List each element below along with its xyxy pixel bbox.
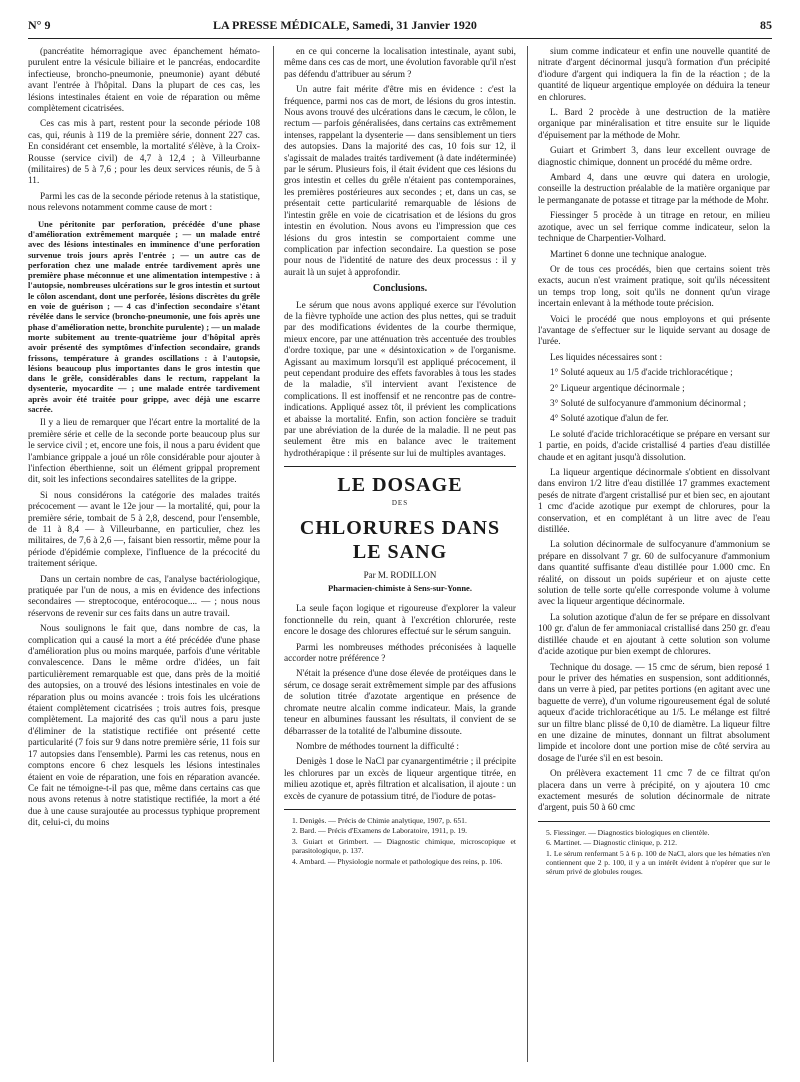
article-title-line1: LE DOSAGE xyxy=(337,474,463,497)
footnote: 2. Bard. — Précis d'Examens de Laboratoire, 1911, p. 19. xyxy=(292,826,468,836)
author-affiliation: Pharmacien-chimiste à Sens-sur-Yonne. xyxy=(328,583,472,594)
paragraph: Un autre fait mérite d'être mis en évidence : c'est la fréquence, parmi nos cas de mort, de lésions du gros intestin. Nous avons trouvé des ulcérations dans le cæcum, le côlon, le rectum — parfois généralisées, dans certains cas extrêmement intenses, rappelant la dysenterie — dans sensiblement un tiers des autopsies. Dans la majorité des cas, 10 fois sur 12, il s'agissait de malades traités tardivement (à date indéterminée) par le sérum. Plusieurs fois, il était évident que ces lésions du gros intestin et celles du grêle n'étaient pas contemporaines, les premières postérieures aux secondes ; et, dans un cas, se présentait cette particularité remarquable de lésions de l'intestin grêle en voie de cicatrisation et de lésions du gros intestin en évolution. Nous avons eu l'impression que ces lésions du gros intestin se comportaient comme une complication par infection secondaire. La question se pose pour nous de l'identité de nature des deux processus : il y aurait là un sujet à approfondir. xyxy=(284,85,516,278)
paragraph: sium comme indicateur et enfin une nouvelle quantité de nitrate d'argent décinormal jusqu'à formation d'un précipité d'iodure d'argent qui indiquera la fin de la réaction ; de la quantité de liqueur argentique employée on déduira la teneur en chlorures. xyxy=(538,47,770,103)
paragraph: Nombre de méthodes tournent la difficulté : xyxy=(296,741,459,752)
paragraph: Le soluté d'acide trichloracétique se prépare en versant sur 1 partie, en poids, d'acide cristallisé 4 parties d'eau distillée chaude et en agitant jusqu'à dissolution. xyxy=(538,429,770,463)
paragraph: Fiessinger 5 procède à un titrage en retour, en milieu azotique, avec un sel ferrique comme indicateur, selon la technique de Charpentier-Volhard. xyxy=(538,211,770,245)
paragraph: L. Bard 2 procède à une destruction de la matière organique par minéralisation et titre ensuite sur le liquide d'épuisement par la méthode de Mohr. xyxy=(538,108,770,141)
paragraph: Il y a lieu de remarquer que l'écart entre la mortalité de la première série et celle de la seconde porte beaucoup plus sur le service civil ; et, encore une fois, il nous a paru évident que l'ambiance grippale a joué un rôle considérable pour ajouter à l'infection éberthienne, soit un élément grippal proprement dit, soit les infections secondaires satellites de la grippe. xyxy=(28,418,260,486)
list-item: 1° Soluté aqueux au 1/5 d'acide trichloracétique ; xyxy=(550,368,733,379)
column-3 xyxy=(538,47,770,878)
footnote-separator xyxy=(284,809,516,810)
column-2 xyxy=(284,47,516,867)
paragraph: Voici le procédé que nous employons et qui présente l'avantage de s'effectuer sur le liquide servant au dosage de l'urée. xyxy=(538,314,770,348)
paragraph: La solution azotique d'alun de fer se prépare en dissolvant 100 gr. d'alun de fer ammoniacal cristallisé dans 250 gr. d'eau distillée chaude et en ajoutant à cette solution son volume d'acide azotique pur bien exempt de chlorures. xyxy=(538,612,770,658)
footnote-separator xyxy=(538,821,770,822)
column-divider xyxy=(273,46,274,1062)
paragraph: Guiart et Grimbert 3, dans leur excellent ouvrage de diagnostic chimique, donnent un procédé du même ordre. xyxy=(538,146,770,168)
paragraph: Les liquides nécessaires sont : xyxy=(550,352,663,363)
list-item: 4° Soluté azotique d'alun de fer. xyxy=(550,414,669,425)
column-divider xyxy=(527,46,528,1062)
paragraph: La solution décinormale de sulfocyanure d'ammonium se prépare en dissolvant 7 gr. 60 de sulfocyanure d'ammonium dans quantité suffisante d'eau distillée pour 1.000 cmc. En réalité, on dissout un poids supérieur et on ajuste cette solution de telle sorte qu'elle corresponde volume à volume avec la liqueur argentique décinormale. xyxy=(538,540,770,608)
paragraph: Technique du dosage. — 15 cmc de sérum, bien reposé 1 pour le priver des hématies en suspension, sont additionnés, dans un verre à pied, par petites portions (en agitant avec une baguette de verre), d'un volume rigoureusement égal de soluté aqueux d'acide trichloracétique au 1/5. Le mélange est filtré sur un filtre blanc plissé de 0,10 de diamètre. La liqueur filtre en une dizaine de minutes, donnant un filtrat absolument limpide et incolore dont une portion mise de côté servira au dosage de l'urée s'il en est besoin. xyxy=(538,662,770,764)
paragraph: La seule façon logique et rigoureuse d'explorer la valeur fonctionnelle du rein, quant à l'excrétion chlorurée, reste encore le dosage des chlorures effectué sur le sérum sanguin. xyxy=(284,604,516,638)
footnote: 1. Denigès. — Précis de Chimie analytique, 1907, p. 651. xyxy=(292,815,467,825)
footnote: 5. Fiessinger. — Diagnostics biologiques en clientèle. xyxy=(546,827,710,837)
section-heading: Conclusions. xyxy=(372,283,428,295)
paragraph: Parmi les nombreuses méthodes préconisées à laquelle accorder notre préférence ? xyxy=(284,642,516,665)
article-title-line2: CHLORURES DANS LE SANG xyxy=(299,516,501,563)
journal-title: LA PRESSE MÉDICALE, Samedi, 31 Janvier 1920 xyxy=(213,18,477,32)
paragraph: (pancréatite hémorragique avec épanchement hémato-purulent entre la vésicule biliaire et le pancréas, endocardite infectieuse, broncho-pneumonie, pneumonie) ayant débuté avant l'entrée à l'hôpital. Dans la plupart de ces cas, les lésions intestinales étaient en voie de réparation ou même complètement cicatrisées. xyxy=(28,47,260,115)
running-header xyxy=(28,18,772,38)
paragraph: Ces cas mis à part, restent pour la seconde période 108 cas, qui, réunis à 119 de la première série, donnent 227 cas. En considérant cet ensemble, la mortalité s'élève, à la Croix-Rousse (service civil) de 4,7 à 12,4 ; à Villeurbanne (militaires) de 5 à 7,6 ; pour les deux services réunis, de 5 à 11. xyxy=(28,119,260,187)
list-item: 2° Liqueur argentique décinormale ; xyxy=(550,383,685,394)
article-separator xyxy=(284,466,516,467)
footnote: 4. Ambard. — Physiologie normale et pathologique des reins, p. 106. xyxy=(292,856,503,866)
paragraph: Dans un certain nombre de cas, l'analyse bactériologique, pratiquée par l'un de nous, a mis en évidence des infections secondaires — streptocoque, entérocoque.... — ; nous nous réservons de revenir sur ces faits dans un autre travail. xyxy=(28,574,260,619)
column-1 xyxy=(28,47,260,834)
footnote: 6. Martinet. — Diagnostic clinique, p. 212. xyxy=(546,838,677,848)
paragraph: On prélèvera exactement 11 cmc 7 de ce filtrat qu'on placera dans un verre à précipité, on y ajoutera 10 cmc exactement mesurés de solution décinormale de nitrate d'argent, puis 50 à 60 cmc xyxy=(538,769,770,814)
issue-number: N° 9 xyxy=(28,18,51,32)
list-item: 3° Soluté de sulfocyanure d'ammonium décinormal ; xyxy=(550,398,746,409)
case-list: Une péritonite par perforation, précédée d'une phase d'amélioration extrêmement marquée ; — un malade entré avec des lésions intestinales en imminence d'une perforation survenue trois jours après l'entrée ; — un autre cas de perforation chez une malade entrée tardivement après une première phase méconnue et une alimentation intempestive : à l'autopsie, nombreuses ulcérations sur le gros intestin et surtout le côlon ascendant, dont une perforée, lésions discrètes du grêle en voie de guérison ; — 4 cas d'infection secondaire s'étant révélée dans le service (broncho-pneumonie, une fois après une phase d'amélioration nette, bronchite purulente) ; — un malade morte subitement au trente-quatrième jour d'hôpital après avoir présenté des symptômes d'infection secondaire, grands frissons, température à grandes oscillations : à l'autopsie, lésions beaucoup plus importantes dans le gros intestin que dans le grêle, considérables dans le rectum, rappelant la dysenterie, myocardite — ; une malade entrée tardivement après avoir été traitée pour grippe, avec déjà une escarre sacrée. xyxy=(28,218,260,415)
paragraph: Denigès 1 dose le NaCl par cyanargentimétrie ; il précipite les chlorures par un excès de liqueur argentique titrée, en milieu azotique et, après filtration et alcalisation, il ajoute : un excès de cyanure de potassium titré, de l'iodure de potas- xyxy=(284,757,516,802)
author-byline: Par M. RODILLON xyxy=(363,569,437,580)
paragraph: Si nous considérons la catégorie des malades traités précocement — avant le 12e jour — la mortalité, qui, pour la première série, tombait de 5 à 2,8, descend, pour l'ensemble, de 11 à 8,4 — à Villeurbanne, en particulier, chez les militaires, de 7,6 à 2,6 —, faisant bien ressortir, même pour la période d'épidémie complexe, l'influence de la précocité du traitement sérique. xyxy=(28,490,260,570)
paragraph: Nous soulignons le fait que, dans nombre de cas, la complication qui a causé la mort a été précédée d'une phase d'amélioration plus ou moins marquée, parfois d'une véritable convalescence. Dans le même ordre d'idées, un fait particulièrement remarquable est que, dans près de la moitié des autopsies, on a trouvé des lésions intestinales en voie de réparation plus ou moins avancée : trois fois les ulcérations étaient complètement cicatrisées ; trois autres fois, presque complètement. La majorité des cas qu'il nous a paru juste d'éliminer de la statistique rectifiée ont présenté cette particularité (7 fois sur 9 dans notre première série, 11 fois sur 17 autopsies dans l'ensemble). Parmi les cas retenus, nous en comptons encore 6 chez lesquels les lésions intestinales étaient en voie de réparation, une fois en réparation avancée. Ce fait ne témoigne-t-il pas que, même dans certains cas que nous avons retenus à notre statistique rectifiée, la mort a été due à une cause surajoutée au processus typhique proprement dit, celui-ci, du moins xyxy=(28,624,260,829)
paragraph: Parmi les cas de la seconde période retenus à la statistique, nous relevons notamment comme cause de mort : xyxy=(28,191,260,214)
paragraph: en ce qui concerne la localisation intestinale, ayant subi, même dans ces cas de mort, une évolution favorable qu'il n'est pas défendu d'attribuer au sérum ? xyxy=(284,47,516,80)
header-rule xyxy=(28,38,772,39)
article-title-des: DES xyxy=(391,499,409,508)
footnote: 3. Guiart et Grimbert. — Diagnostic chimique, microscopique et parasitologique, p. 137. xyxy=(292,836,516,856)
paragraph: N'était la présence d'une dose élevée de protéiques dans le sérum, ce dosage serait extrêmement simple par des affusions de solution titrée d'azotate argentique en présence de chromate neutre alcalin comme indicateur. Mais, la grande teneur en albumines faussant les résultats, il convient de se débarrasser de la totalité de l'albumine dissoute. xyxy=(284,669,516,737)
paragraph: La liqueur argentique décinormale s'obtient en dissolvant dans environ 1/2 litre d'eau distillée 17 grammes exactement pesés de nitrate d'argent cristallisé pur et bien sec, en ajoutant 1 cmc d'acide azotique pur exempt de chlorures, pour la conservation, et en complétant à un litre avec de l'eau distillée. xyxy=(538,468,770,536)
page-number: 85 xyxy=(760,18,772,32)
paragraph: Or de tous ces procédés, bien que certains soient très exacts, aucun n'est vraiment pratique, soit qu'ils nécessitent un temps trop long, soit qu'ils ne donnent qu'un virage incertain enlevant à la méthode toute précision. xyxy=(538,264,770,310)
paragraph: Ambard 4, dans une œuvre qui datera en urologie, conseille la destruction préalable de la matière organique par le permanganate de potasse et titrage par la méthode de Mohr. xyxy=(538,173,770,206)
footnote: 1. Le sérum renfermant 5 à 6 p. 100 de NaCl, alors que les hématies n'en contiennent que 2 p. 100, il y a un intérêt évident à n'opérer que sur le sérum privé de globules rouges. xyxy=(546,848,770,877)
paragraph: Martinet 6 donne une technique analogue. xyxy=(550,249,707,260)
paragraph: Le sérum que nous avons appliqué exerce sur l'évolution de la fièvre typhoïde une action des plus nettes, qui se traduit par des modifications évidentes de la courbe thermique, mieux encore, par une atténuation très accentuée des troubles d'ordre toxique, par une « désintoxication » de l'organisme. Agissant au maximum lorsqu'il est appliqué précocement, il peut cependant produire des effets favorables à tous les stades de la maladie, s'il intervient avant l'existence de complications. Il est inoffensif et ne rencontre pas de contre-indications. Appliqué assez tôt, il prévient les complications et abaisse la mortalité. Enfin, son action foncière se traduit par une abréviation de la durée de la maladie. Il ne peut pas seulement être mis en balance avec le traitement hydrothérapique : il présente sur lui de multiples avantages. xyxy=(284,300,516,459)
